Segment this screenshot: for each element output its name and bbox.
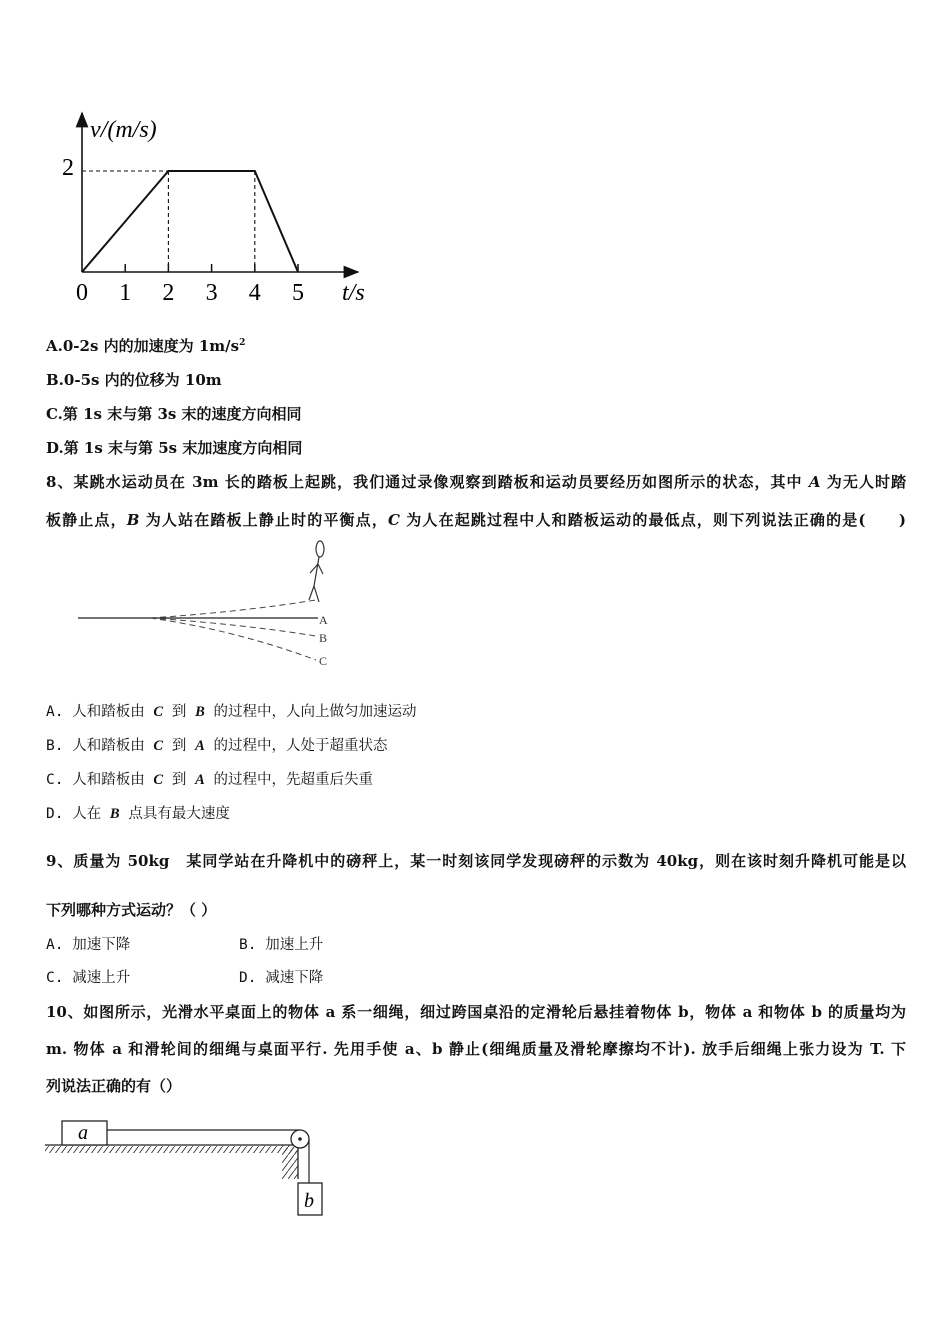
q9-stem-line2: 下列哪种方式运动？（ ） [46,901,217,919]
q9-option-c: C. 减速上升 [46,970,131,986]
board-line-b [150,618,316,636]
pulley-figure [42,1115,332,1225]
q10-stem-line3: 列说法正确的有（） [46,1077,182,1095]
x-tick-label: 1 [119,280,132,306]
x-tick-label: 3 [205,280,218,306]
q7-option-b: B.0-5s 内的位移为 10m [46,371,222,389]
x-tick-label: 0 [76,280,88,306]
q7-option-d: D.第 1s 末与第 5s 末加速度方向相同 [46,439,303,457]
q7-option-a: A.0-2s 内的加速度为 $1m/s^2$ [46,337,246,355]
board-upper-dashed [150,600,316,618]
pulley-axle [298,1137,302,1141]
block-b-label: b [304,1190,314,1212]
x-tick-label: 2 [162,280,175,306]
table-hatch [45,1146,298,1153]
table-edge-hatch [282,1145,298,1179]
springboard-figure [70,538,345,673]
velocity-series-line [82,171,298,272]
x-axis-label: t/s [342,280,365,306]
q10-stem-line2: m. 物体 a 和滑轮间的细绳与桌面平行. 先用手使 a、b 静止(细绳质量及滑轮摩擦均不计). 放手后细绳上张力设为 T. 下 [46,1040,906,1058]
y-tick-label: 2 [62,155,74,181]
x-tick-label: 4 [248,280,261,306]
q7-option-c: C.第 1s 末与第 3s 末的速度方向相同 [46,405,302,423]
q9-option-d: D. 减速下降 [239,970,324,986]
x-tick-group [76,264,304,306]
x-tick-label: 5 [292,280,304,306]
label-c: C [319,654,328,668]
q8-stem-line1: 8、某跳水运动员在 3m 长的踏板上起跳，我们通过录像观察到踏板和运动员要经历如图所示的状态，其中 A 为无人时踏 [46,473,906,491]
label-b: B [319,631,328,645]
q8-option-c: C. 人和踏板由 C 到 A 的过程中，先超重后失重 [46,772,373,788]
q8-stem-line2: 板静止点，B 为人站在踏板上静止时的平衡点，C 为人在起跳过程中人和踏板运动的最低点，则下列说法正确的是( ) [46,511,906,529]
q9-stem-line1: 9、质量为 50kg 某同学站在升降机中的磅秤上，某一时刻该同学发现磅秤的示数为 40kg，则在该时刻升降机可能是以 [46,852,906,870]
board-line-c [150,618,316,660]
velocity-time-graph [60,105,390,310]
label-a: A [319,613,328,627]
block-a-label: a [78,1122,88,1144]
q10-stem-line1: 10、如图所示，光滑水平桌面上的物体 a 系一细绳，细过跨国桌沿的定滑轮后悬挂着物体 b，物体 a 和物体 b 的质量均为 [46,1003,906,1021]
q8-option-a: A. 人和踏板由 C 到 B 的过程中，人向上做匀加速运动 [46,704,417,720]
jumper-figure [309,541,324,602]
guide-lines [82,171,255,272]
y-axis-label: v/(m/s) [90,117,157,143]
q8-option-b: B. 人和踏板由 C 到 A 的过程中，人处于超重状态 [46,738,388,754]
q9-option-a: A. 加速下降 [46,937,131,953]
q9-option-b: B. 加速上升 [239,937,324,953]
q8-option-d: D. 人在 B 点具有最大速度 [46,806,230,822]
